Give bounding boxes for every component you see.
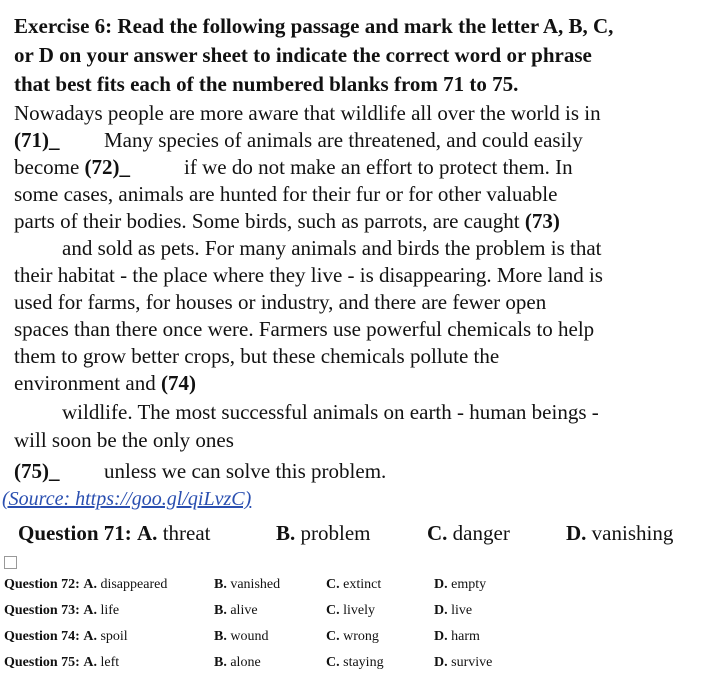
checkbox-icon[interactable] [4, 556, 17, 569]
blank-73: (73) [524, 209, 560, 233]
question-72 [4, 577, 167, 593]
passage-text: parts of their bodies. Some birds, such as parrots, are caught [14, 209, 525, 233]
option-letter: D. [566, 521, 587, 545]
passage-line [14, 371, 196, 396]
question-72-option-d [434, 577, 486, 593]
passage-line: and sold as pets. For many animals and birds the problem is that [62, 236, 602, 260]
question-73-option-b [214, 603, 258, 619]
option-letter: B. [214, 655, 227, 670]
question-71-option-a: threat [157, 521, 211, 545]
option-letter: D. [434, 629, 448, 644]
passage-line [14, 209, 560, 234]
passage-line: Nowadays people are more aware that wildlife all over the world is in [14, 101, 601, 125]
option-text: spoil [96, 629, 128, 644]
passage-line: some cases, animals are hunted for their fur or for other valuable [14, 182, 558, 206]
option-text: survive [447, 655, 493, 670]
question-75 [4, 655, 119, 671]
exercise-heading-line-2: or D on your answer sheet to indicate the correct word or phrase [14, 43, 592, 67]
question-71-option-d [566, 521, 673, 546]
option-letter: C. [427, 521, 448, 545]
option-letter: C. [326, 577, 340, 592]
option-text: vanishing [586, 521, 674, 545]
passage-line: their habitat - the place where they live - is disappearing. More land is [14, 263, 603, 287]
exercise-heading-line-3: that best fits each of the numbered blanks from 71 to 75. [14, 72, 519, 96]
question-75-option-b [214, 655, 261, 671]
option-letter: B. [214, 629, 227, 644]
question-label: Question 75: [4, 655, 80, 670]
option-letter: B. [276, 521, 296, 545]
option-text: harm [447, 629, 480, 644]
passage-text: environment and [14, 371, 161, 395]
option-text: disappeared [96, 577, 168, 592]
question-75-option-d [434, 655, 492, 671]
option-letter: A. [83, 655, 97, 670]
option-letter: A. [137, 521, 158, 545]
option-letter: A. [83, 577, 97, 592]
question-label: Question 72: [4, 577, 80, 592]
question-71-option-c [427, 521, 510, 546]
blank-75: (75)_ [14, 459, 60, 483]
option-text: left [96, 655, 120, 670]
question-75-option-c [326, 655, 384, 671]
source-link[interactable]: (Source: https://goo.gl/qiLvzC) [2, 488, 252, 510]
option-letter: C. [326, 629, 340, 644]
question-72-option-b [214, 577, 280, 593]
option-text: life [96, 603, 120, 618]
passage-line: unless we can solve this problem. [104, 459, 387, 483]
option-text: vanished [226, 577, 281, 592]
option-letter: A. [83, 629, 97, 644]
option-text: danger [447, 521, 510, 545]
option-letter: C. [326, 655, 340, 670]
option-text: lively [339, 603, 376, 618]
passage-line: will soon be the only ones [14, 428, 234, 452]
option-text: alive [226, 603, 258, 618]
question-label: Question 74: [4, 629, 80, 644]
option-letter: D. [434, 603, 448, 618]
option-text: empty [447, 577, 487, 592]
question-74-option-c [326, 629, 379, 645]
question-71 [18, 521, 211, 546]
passage-line: them to grow better crops, but these chemicals pollute the [14, 344, 500, 368]
passage-line: spaces than there once were. Farmers use powerful chemicals to help [14, 317, 595, 341]
passage-line [14, 155, 130, 180]
question-72-option-c [326, 577, 381, 593]
blank-74: (74) [160, 371, 196, 395]
passage-line: used for farms, for houses or industry, and there are fewer open [14, 290, 547, 314]
passage-text: become [14, 155, 85, 179]
option-text: extinct [339, 577, 382, 592]
option-letter: D. [434, 577, 448, 592]
passage-line: if we do not make an effort to protect them. In [184, 155, 573, 179]
question-73-option-d [434, 603, 472, 619]
option-letter: C. [326, 603, 340, 618]
option-letter: B. [214, 577, 227, 592]
passage-line: Many species of animals are threatened, and could easily [104, 128, 583, 152]
question-74-option-b [214, 629, 268, 645]
question-71-label: Question 71: [18, 521, 132, 545]
option-text: wound [226, 629, 269, 644]
question-73 [4, 603, 119, 619]
question-71-option-b [276, 521, 371, 546]
option-text: staying [339, 655, 384, 670]
option-letter: A. [83, 603, 97, 618]
blank-72: (72)_ [84, 155, 131, 179]
option-text: problem [295, 521, 371, 545]
blank-71: (71)_ [14, 128, 60, 152]
question-label: Question 73: [4, 603, 80, 618]
option-letter: B. [214, 603, 227, 618]
option-text: alone [226, 655, 261, 670]
option-letter: D. [434, 655, 448, 670]
exercise-heading-line-1: Exercise 6: Read the following passage and mark the letter A, B, C, [14, 14, 614, 38]
question-73-option-c [326, 603, 375, 619]
option-text: live [447, 603, 473, 618]
question-74 [4, 629, 128, 645]
option-text: wrong [339, 629, 379, 644]
passage-line: wildlife. The most successful animals on earth - human beings - [62, 400, 599, 424]
question-74-option-d [434, 629, 480, 645]
